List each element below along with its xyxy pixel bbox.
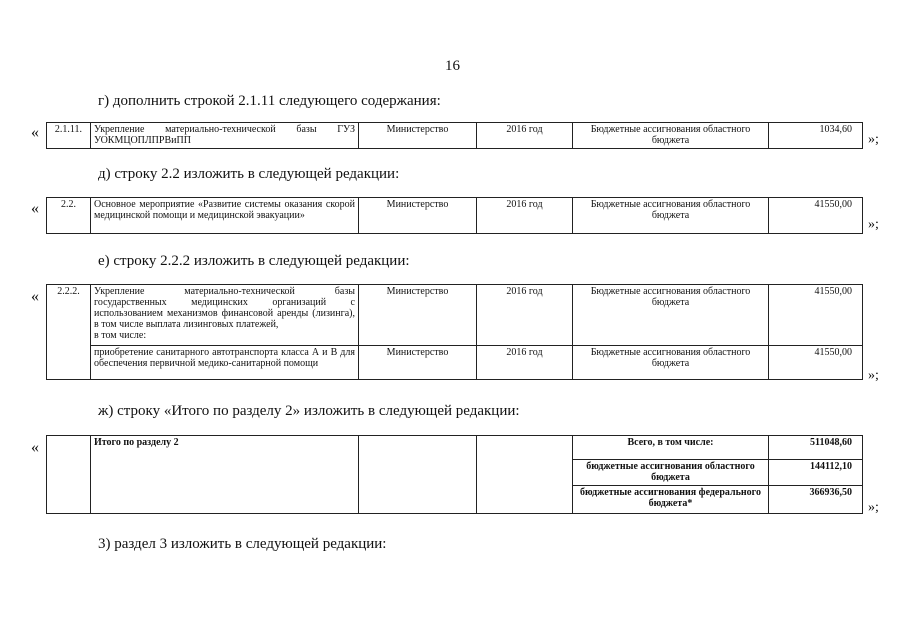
total-amount: 144112,10 <box>769 460 863 486</box>
empty-cell <box>359 486 477 514</box>
empty-cell <box>477 486 573 514</box>
table-row <box>47 486 863 514</box>
table-row <box>47 436 863 460</box>
row-source: Бюджетные ассигнования областного бюджета <box>573 198 769 234</box>
open-quote: « <box>31 439 39 456</box>
row-number: 2.1.11. <box>47 123 91 149</box>
empty-cell <box>359 436 477 460</box>
total-amount: 366936,50 <box>769 486 863 514</box>
total-source: Всего, в том числе: <box>573 436 769 460</box>
close-quote: »; <box>868 132 879 147</box>
empty-cell <box>477 436 573 460</box>
heading-e: е) строку 2.2.2 изложить в следующей редакции: <box>98 253 410 269</box>
row-name: Основное мероприятие «Развитие системы оказания скорой медицинской помощи и медицинской эвакуации» <box>91 198 359 234</box>
row-name-cell <box>91 285 359 346</box>
heading-section-3: 3) раздел 3 изложить в следующей редакции: <box>98 536 387 552</box>
row-period: 2016 год <box>477 198 573 234</box>
row-amount: 41550,00 <box>769 346 863 380</box>
close-quote: »; <box>868 368 879 383</box>
row-amount: 41550,00 <box>769 285 863 346</box>
open-quote: « <box>31 200 39 217</box>
row-source: Бюджетные ассигнования областного бюджета <box>573 285 769 346</box>
table-row <box>47 346 863 380</box>
row-source: Бюджетные ассигнования областного бюджета <box>573 346 769 380</box>
heading-d: д) строку 2.2 изложить в следующей редакции: <box>98 166 400 182</box>
row-name: приобретение санитарного автотранспорта класса А и В для обеспечения первичной медико-санитарной помощи <box>91 346 359 380</box>
row-executor: Министерство <box>359 346 477 380</box>
empty-cell <box>359 460 477 486</box>
table-row <box>47 285 863 346</box>
empty-cell <box>91 460 359 486</box>
table-row-2-2 <box>46 197 863 234</box>
row-source: Бюджетные ассигнования областного бюджета <box>573 123 769 149</box>
row-amount: 1034,60 <box>769 123 863 149</box>
open-quote: « <box>31 288 39 305</box>
total-label: Итого по разделу 2 <box>91 436 359 460</box>
table-row-2-2-2 <box>46 284 863 380</box>
empty-cell <box>47 486 91 514</box>
table-row-2-1-11 <box>46 122 863 149</box>
row-executor: Министерство <box>359 198 477 234</box>
row-name-extra: в том числе: <box>94 330 147 341</box>
row-period: 2016 год <box>477 123 573 149</box>
heading-zh: ж) строку «Итого по разделу 2» изложить в следующей редакции: <box>98 403 520 419</box>
row-number: 2.2. <box>47 198 91 234</box>
row-number <box>47 346 91 380</box>
empty-cell <box>91 486 359 514</box>
row-period: 2016 год <box>477 285 573 346</box>
empty-cell <box>47 436 91 460</box>
table-row <box>47 198 863 234</box>
total-source: бюджетные ассигнования областного бюджета <box>573 460 769 486</box>
empty-cell <box>477 460 573 486</box>
row-executor: Министерство <box>359 285 477 346</box>
heading-g: г) дополнить строкой 2.1.11 следующего содержания: <box>98 93 441 109</box>
total-source: бюджетные ассигнования федерального бюджета* <box>573 486 769 514</box>
row-number: 2.2.2. <box>47 285 91 346</box>
close-quote: »; <box>868 217 879 232</box>
total-amount: 511048,60 <box>769 436 863 460</box>
table-total-section-2 <box>46 435 863 514</box>
row-period: 2016 год <box>477 346 573 380</box>
row-amount: 41550,00 <box>769 198 863 234</box>
open-quote: « <box>31 124 39 141</box>
close-quote: »; <box>868 500 879 515</box>
table-row <box>47 123 863 149</box>
table-row <box>47 460 863 486</box>
row-executor: Министерство <box>359 123 477 149</box>
row-name: Укрепление материально-технической базы государственных медицинских организаций с использованием механизмов финансовой аренды (лизинга), в том числе выплата лизинговых платежей, <box>94 286 355 330</box>
row-name: Укрепление материально-технической базы ГУЗ УОКМЦОПЛПРВиПП <box>91 123 359 149</box>
page-number: 16 <box>445 58 460 74</box>
empty-cell <box>47 460 91 486</box>
